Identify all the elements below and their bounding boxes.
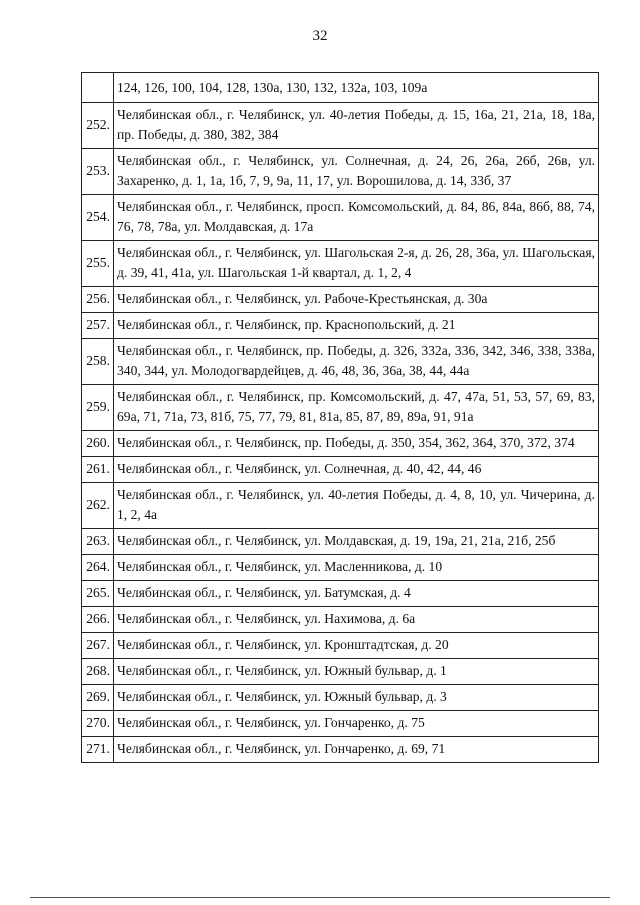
row-address: Челябинская обл., г. Челябинск, пр. Комсомольский, д. 47, 47а, 51, 53, 57, 69, 83, 69а, 71, 71а, 73, 81б, 75, 77, 79, 81, 81а, 85, 87, 89, 89а, 91, 91а	[114, 385, 599, 431]
address-table	[81, 72, 599, 763]
row-address: 124, 126, 100, 104, 128, 130а, 130, 132, 132а, 103, 109а	[114, 73, 599, 103]
row-address: Челябинская обл., г. Челябинск, ул. Рабоче-Крестьянская, д. 30а	[114, 287, 599, 313]
row-address: Челябинская обл., г. Челябинск, ул. Южный бульвар, д. 3	[114, 685, 599, 711]
table-row	[82, 529, 599, 555]
row-number: 254.	[82, 195, 114, 241]
row-address: Челябинская обл., г. Челябинск, ул. Кронштадтская, д. 20	[114, 633, 599, 659]
table-row	[82, 737, 599, 763]
table-row	[82, 659, 599, 685]
row-address: Челябинская обл., г. Челябинск, ул. 40-летия Победы, д. 4, 8, 10, ул. Чичерина, д. 1, 2, 4а	[114, 483, 599, 529]
table-row	[82, 103, 599, 149]
table-row	[82, 711, 599, 737]
row-number: 255.	[82, 241, 114, 287]
footer-divider	[30, 897, 610, 898]
row-address: Челябинская обл., г. Челябинск, ул. Солнечная, д. 24, 26, 26а, 26б, 26в, ул. Захаренко, д. 1, 1а, 1б, 7, 9, 9а, 11, 17, ул. Ворошилова, д. 14, 33б, 37	[114, 149, 599, 195]
row-number: 271.	[82, 737, 114, 763]
row-number: 259.	[82, 385, 114, 431]
row-address: Челябинская обл., г. Челябинск, ул. Молдавская, д. 19, 19а, 21, 21а, 21б, 25б	[114, 529, 599, 555]
row-number: 264.	[82, 555, 114, 581]
row-address: Челябинская обл., г. Челябинск, ул. Солнечная, д. 40, 42, 44, 46	[114, 457, 599, 483]
row-number: 253.	[82, 149, 114, 195]
row-number: 262.	[82, 483, 114, 529]
table-row	[82, 149, 599, 195]
row-number: 261.	[82, 457, 114, 483]
table-row	[82, 385, 599, 431]
row-address: Челябинская обл., г. Челябинск, ул. 40-летия Победы, д. 15, 16а, 21, 21а, 18, 18а, пр. Победы, д. 380, 382, 384	[114, 103, 599, 149]
row-number: 270.	[82, 711, 114, 737]
row-address: Челябинская обл., г. Челябинск, ул. Южный бульвар, д. 1	[114, 659, 599, 685]
table-row	[82, 457, 599, 483]
table-row	[82, 483, 599, 529]
table-row	[82, 431, 599, 457]
table-row	[82, 555, 599, 581]
row-address: Челябинская обл., г. Челябинск, ул. Масленникова, д. 10	[114, 555, 599, 581]
row-number: 268.	[82, 659, 114, 685]
row-number: 258.	[82, 339, 114, 385]
row-address: Челябинская обл., г. Челябинск, ул. Гончаренко, д. 75	[114, 711, 599, 737]
table-row	[82, 313, 599, 339]
row-number: 265.	[82, 581, 114, 607]
table-row	[82, 607, 599, 633]
row-number: 263.	[82, 529, 114, 555]
table-row	[82, 241, 599, 287]
row-address: Челябинская обл., г. Челябинск, ул. Шагольская 2-я, д. 26, 28, 36а, ул. Шагольская, д. 39, 41, 41а, ул. Шагольская 1-й квартал, д. 1, 2, 4	[114, 241, 599, 287]
table-row	[82, 685, 599, 711]
row-number	[82, 73, 114, 103]
table-row	[82, 195, 599, 241]
table-row	[82, 73, 599, 103]
row-address: Челябинская обл., г. Челябинск, ул. Гончаренко, д. 69, 71	[114, 737, 599, 763]
row-number: 267.	[82, 633, 114, 659]
row-number: 266.	[82, 607, 114, 633]
row-number: 252.	[82, 103, 114, 149]
row-address: Челябинская обл., г. Челябинск, пр. Победы, д. 350, 354, 362, 364, 370, 372, 374	[114, 431, 599, 457]
row-number: 256.	[82, 287, 114, 313]
table-row	[82, 287, 599, 313]
row-address: Челябинская обл., г. Челябинск, ул. Батумская, д. 4	[114, 581, 599, 607]
page-number: 32	[312, 28, 328, 44]
row-address: Челябинская обл., г. Челябинск, пр. Краснопольский, д. 21	[114, 313, 599, 339]
table-row	[82, 581, 599, 607]
table-row	[82, 339, 599, 385]
row-number: 257.	[82, 313, 114, 339]
row-address: Челябинская обл., г. Челябинск, просп. Комсомольский, д. 84, 86, 84а, 86б, 88, 74, 76, 78, 78а, ул. Молдавская, д. 17а	[114, 195, 599, 241]
row-number: 260.	[82, 431, 114, 457]
row-address: Челябинская обл., г. Челябинск, пр. Победы, д. 326, 332а, 336, 342, 346, 338, 338а, 340, 344, ул. Молодогвардейцев, д. 46, 48, 36, 36а, 38, 44, 44а	[114, 339, 599, 385]
address-table-body	[82, 73, 599, 763]
table-row	[82, 633, 599, 659]
row-address: Челябинская обл., г. Челябинск, ул. Нахимова, д. 6а	[114, 607, 599, 633]
row-number: 269.	[82, 685, 114, 711]
